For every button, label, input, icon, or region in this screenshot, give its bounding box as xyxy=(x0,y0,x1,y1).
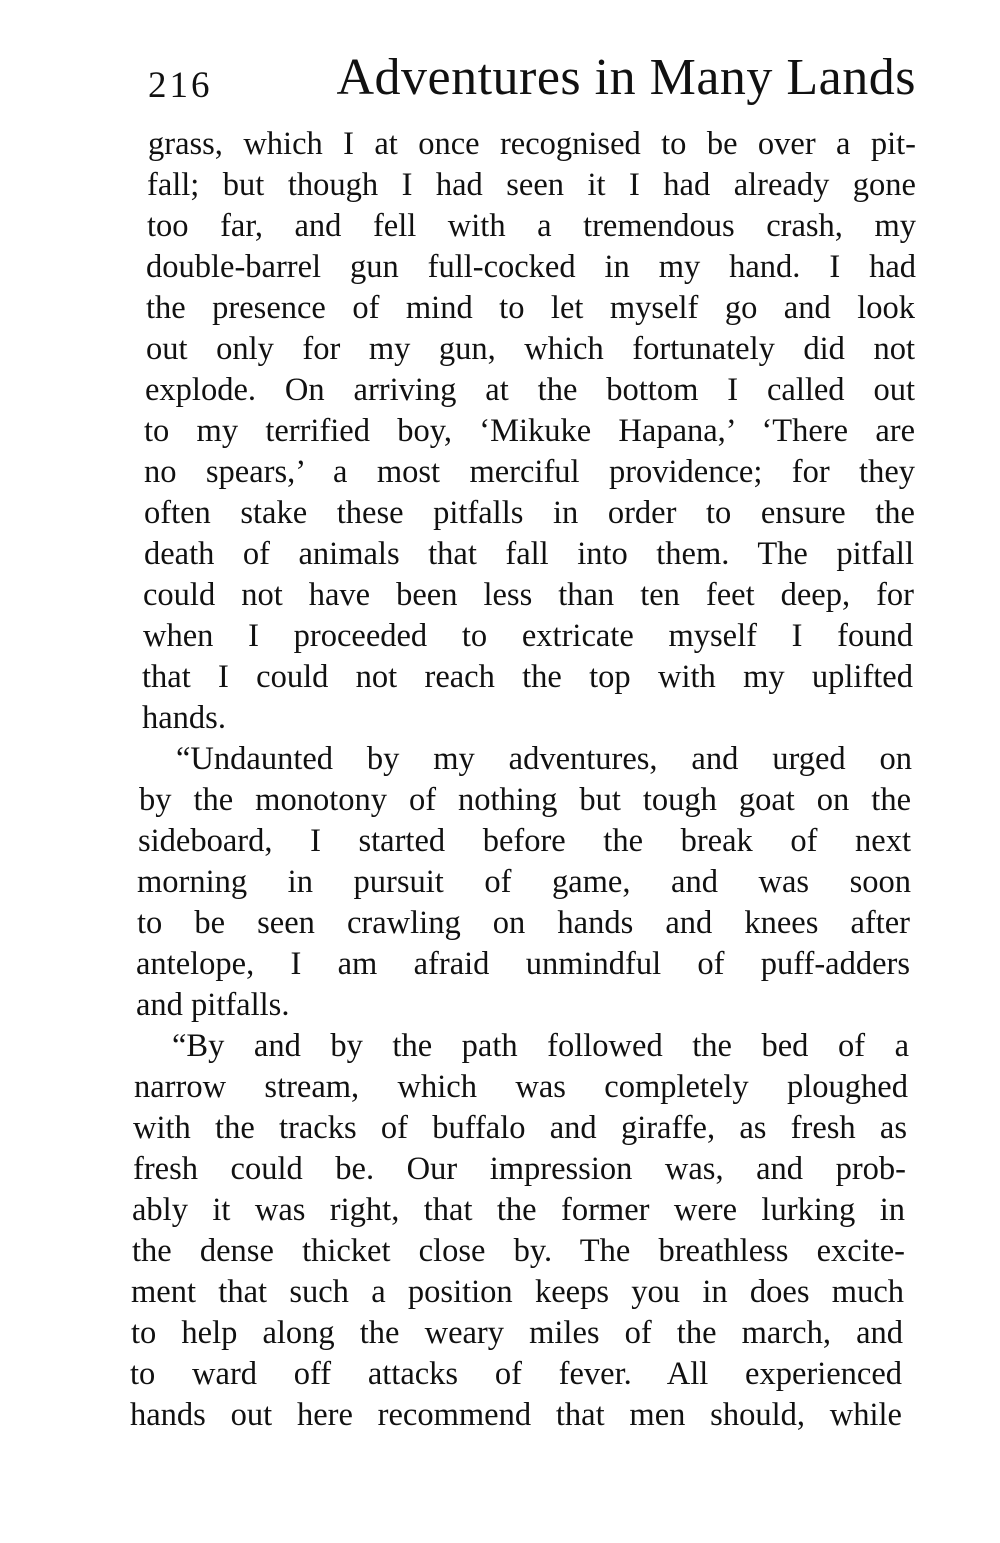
running-title: Adventures in Many Lands xyxy=(336,49,916,106)
page-header xyxy=(148,48,916,108)
text-line: the presence of mind to let myself go and look xyxy=(146,290,915,326)
text-line: narrow stream, which was completely ploughed xyxy=(134,1069,908,1105)
text-line: to ward off attacks of fever. All experienced xyxy=(130,1356,902,1392)
text-line: that I could not reach the top with my uplifted xyxy=(142,659,913,695)
text-line: hands. xyxy=(142,700,226,736)
text-line: by the monotony of nothing but tough goat on the xyxy=(139,782,911,818)
text-line: no spears,’ a most merciful providence; for they xyxy=(144,454,915,490)
text-line: hands out here recommend that men should, while xyxy=(130,1397,902,1433)
text-line: to be seen crawling on hands and knees after xyxy=(137,905,910,941)
text-line: to help along the weary miles of the march, and xyxy=(131,1315,903,1351)
text-line: too far, and fell with a tremendous crash, my xyxy=(147,208,916,244)
text-line: with the tracks of buffalo and giraffe, as fresh as xyxy=(133,1110,907,1146)
text-line: ment that such a position keeps you in does much xyxy=(131,1274,904,1310)
text-line: “By and by the path followed the bed of a xyxy=(172,1028,909,1064)
text-line: to my terrified boy, ‘Mikuke Hapana,’ ‘There are xyxy=(144,413,915,449)
text-line: “Undaunted by my adventures, and urged on xyxy=(176,741,912,777)
text-line: and pitfalls. xyxy=(136,987,290,1023)
text-line: the dense thicket close by. The breathless excite- xyxy=(132,1233,905,1269)
text-line: grass, which I at once recognised to be over a pit- xyxy=(148,126,916,162)
text-line: ably it was right, that the former were lurking in xyxy=(132,1192,905,1228)
text-line: death of animals that fall into them. The pitfall xyxy=(144,536,914,572)
text-line: sideboard, I started before the break of next xyxy=(138,823,911,859)
text-line: fresh could be. Our impression was, and prob- xyxy=(133,1151,906,1187)
text-line: double-barrel gun full-cocked in my hand. I had xyxy=(146,249,916,285)
text-line: fall; but though I had seen it I had already gone xyxy=(147,167,916,203)
text-line: when I proceeded to extricate myself I found xyxy=(143,618,913,654)
page-number: 216 xyxy=(148,65,213,106)
text-line: out only for my gun, which fortunately did not xyxy=(146,331,915,367)
text-line: could not have been less than ten feet deep, for xyxy=(143,577,914,613)
text-line: antelope, I am afraid unmindful of puff-adders xyxy=(136,946,910,982)
text-line: often stake these pitfalls in order to ensure the xyxy=(144,495,915,531)
text-line: explode. On arriving at the bottom I called out xyxy=(145,372,915,408)
text-line: morning in pursuit of game, and was soon xyxy=(137,864,911,900)
